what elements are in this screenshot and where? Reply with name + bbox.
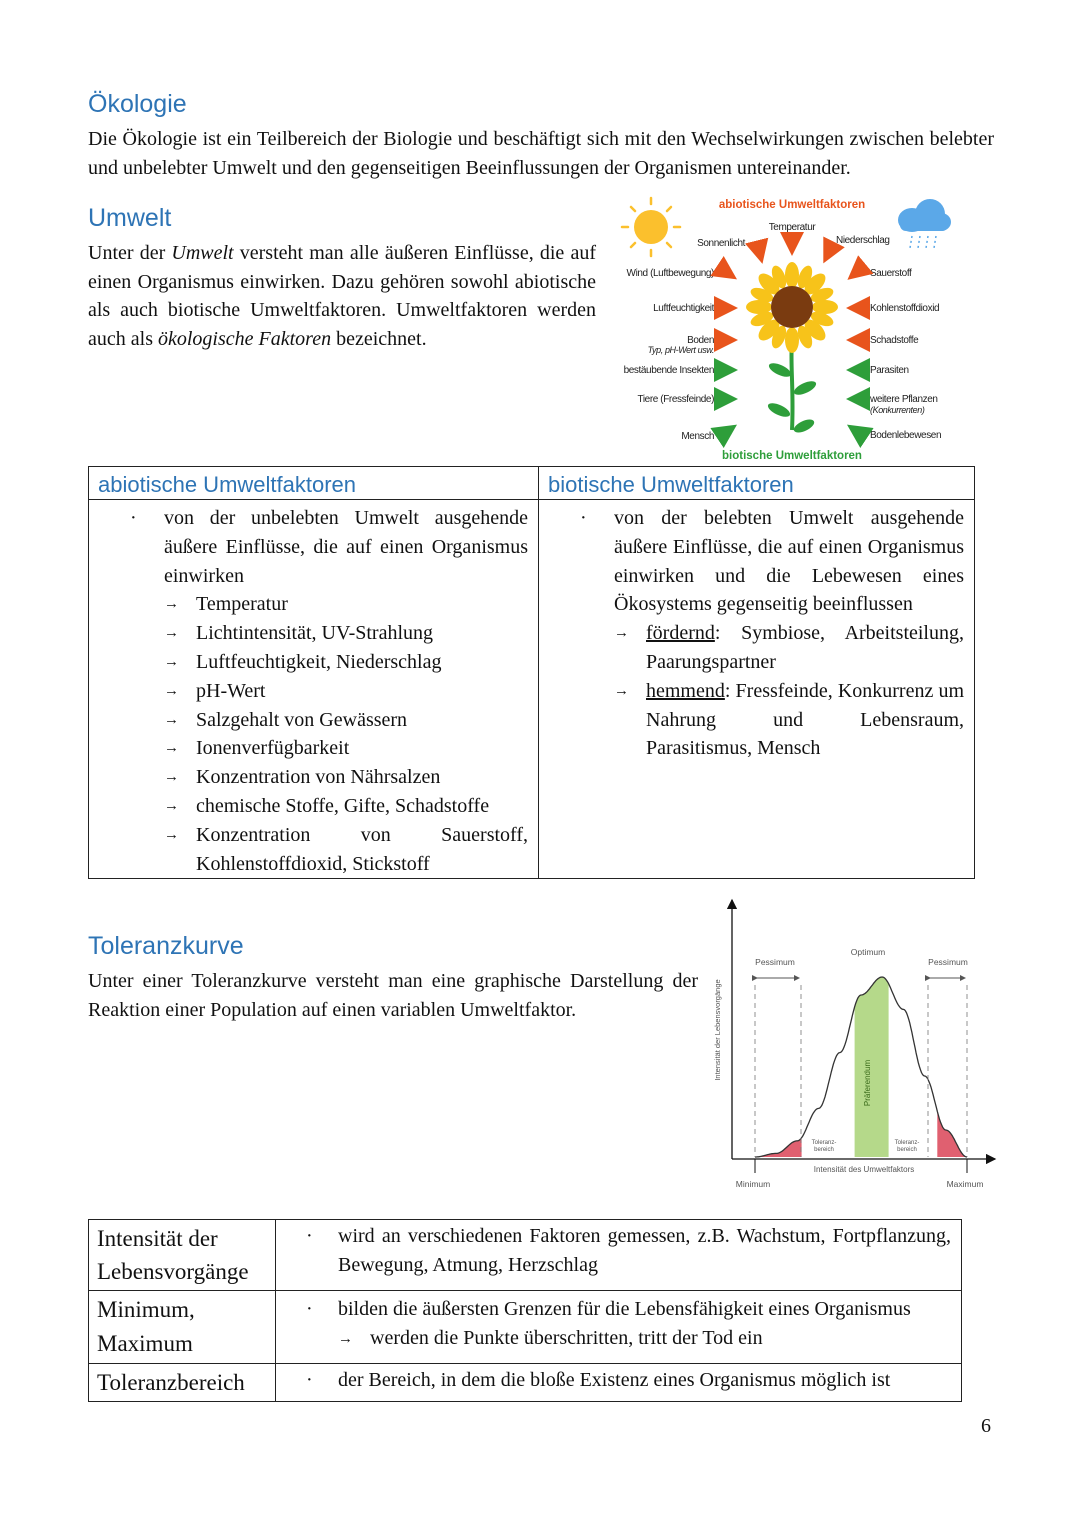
definition-subitem: → werden die Punkte überschritten, tritt der Tod ein <box>338 1327 763 1349</box>
toleranzkurve-chart <box>705 895 1000 1195</box>
label-mensch: Mensch <box>681 431 714 442</box>
abiotic-header: abiotische Umweltfaktoren <box>89 467 538 500</box>
label-boden: Boden <box>687 335 714 346</box>
biotic-item-hemmend: → hemmend: Fressfeinde, Konkurrenz um Nahrung und Lebensraum, Parasitismus, Mensch <box>614 679 964 760</box>
label-luftfeuchtigkeit: Luftfeuchtigkeit <box>653 303 714 314</box>
label-toleranz-left-1: Toleranz- <box>811 1140 837 1146</box>
label-niederschlag: Niederschlag <box>836 235 890 246</box>
figure-title-biotic: biotische Umweltfaktoren <box>722 450 862 462</box>
table-row <box>89 1364 962 1402</box>
x-axis-label: Intensität des Umweltfaktors <box>813 1165 915 1174</box>
abiotic-item: → Salzgehalt von Gewässern <box>164 708 408 731</box>
definition-text: · der Bereich, in dem die bloße Existenz eines Organismus möglich ist <box>276 1364 962 1402</box>
abiotic-item: → chemische Stoffe, Gifte, Schadstoffe <box>164 794 490 817</box>
rain-cloud-icon <box>898 199 951 248</box>
definition-term: Toleranzbereich <box>89 1364 276 1402</box>
umweltfaktoren-figure <box>608 190 978 465</box>
figure-title-abiotic: abiotische Umweltfaktoren <box>718 199 866 211</box>
label-toleranz-right-1: Toleranz- <box>894 1140 920 1146</box>
biotic-item-foerdernd: → fördernd: Symbiose, Arbeitsteilung, Paarungspartner <box>614 622 964 673</box>
table-row <box>89 1220 962 1291</box>
abiotic-column <box>89 467 539 878</box>
label-minimum: Minimum <box>735 1179 771 1189</box>
biotic-column <box>539 467 974 878</box>
label-optimum: Optimum <box>850 947 886 957</box>
sun-icon <box>622 198 680 256</box>
label-toleranz-left-2: bereich <box>814 1147 834 1153</box>
abiotic-item: → Ionenverfügbarkeit <box>164 737 350 760</box>
abiotic-item: → Konzentration von Sauerstoff, Kohlenstoffdioxid, Stickstoff <box>164 823 528 875</box>
label-toleranz-right-2: bereich <box>897 1147 917 1153</box>
abiotic-item: → Konzentration von Nährsalzen <box>164 766 441 789</box>
label-sonnenlicht: Sonnenlicht <box>697 238 745 249</box>
oekologie-paragraph: Die Ökologie ist ein Teilbereich der Biologie und beschäftigt sich mit den Wechselwirkungen zwischen belebter und unbelebter Umwelt und den gegenseitigen Beeinflussungen der Organismen untereinander. <box>88 128 994 179</box>
label-maximum: Maximum <box>946 1179 984 1189</box>
umwelt-paragraph: Unter der Umwelt versteht man alle äußeren Einflüsse, die auf einen Organismus einwirken. Dazu gehören sowohl abiotische als auch biotische Umweltfaktoren. Umweltfaktoren werden auch als ökologische Faktoren bezeichnet. <box>88 242 596 350</box>
sunflower-icon <box>746 262 838 435</box>
definition-term: Intensität der Lebensvorgänge <box>89 1220 276 1291</box>
label-pessimum-right: Pessimum <box>928 957 968 967</box>
abiotic-item: → Temperatur <box>164 593 288 616</box>
abiotic-bullet: · von der unbelebten Umwelt ausgehende äußere Einflüsse, die auf einen Organismus einwirken <box>130 507 528 587</box>
umweltfaktoren-table <box>88 466 975 879</box>
abiotic-item: → Luftfeuchtigkeit, Niederschlag <box>164 650 442 673</box>
abiotic-item: → Lichtintensität, UV-Strahlung <box>164 622 434 645</box>
page-number: 6 <box>981 1415 991 1437</box>
label-sauerstoff: Sauerstoff <box>870 268 912 279</box>
biotic-header: biotische Umweltfaktoren <box>539 467 974 500</box>
label-kohlenstoffdioxid: Kohlenstoffdioxid <box>870 303 940 314</box>
label-tiere: Tiere (Fressfeinde) <box>637 394 714 405</box>
label-bodenlebewesen: Bodenlebewesen <box>870 430 942 441</box>
label-wind: Wind (Luftbewegung) <box>626 268 714 279</box>
heading-umwelt: Umwelt <box>88 204 172 232</box>
abiotic-item: → pH-Wert <box>164 679 266 702</box>
y-axis-label: Intensität der Lebensvorgänge <box>713 979 722 1081</box>
label-schadstoffe: Schadstoffe <box>870 335 919 346</box>
label-boden-typ: Typ, pH-Wert usw. <box>647 345 714 355</box>
label-pessimum-left: Pessimum <box>755 957 795 967</box>
label-parasiten: Parasiten <box>870 365 909 376</box>
biotic-bullet: · von der belebten Umwelt ausgehende äußere Einflüsse, die auf einen Organismus einwirken und die Lebewesen eines Ökosystems gegenseitig beeinflussen <box>580 507 964 616</box>
label-temperatur: Temperatur <box>768 222 816 233</box>
label-weitere-pflanzen: weitere Pflanzen <box>870 394 938 405</box>
definition-text: · bilden die äußersten Grenzen für die Lebensfähigkeit eines Organismus → werden die Punkte überschritten, tritt der Tod ein <box>276 1291 962 1364</box>
table-row <box>89 1291 962 1364</box>
pessimum-right-region <box>937 1111 967 1157</box>
definition-text: · wird an verschiedenen Faktoren gemessen, z.B. Wachstum, Fortpflanzung, Bewegung, Atmung, Herzschlag <box>276 1220 962 1291</box>
heading-oekologie: Ökologie <box>88 90 187 118</box>
pessimum-left-region <box>755 1138 802 1157</box>
toleranz-paragraph: Unter einer Toleranzkurve versteht man eine graphische Darstellung der Reaktion einer Population auf einen variablen Umweltfaktor. <box>88 970 698 1021</box>
label-insekten: bestäubende Insekten <box>623 365 714 376</box>
label-praeferendum: Präferendum <box>863 1059 872 1107</box>
definition-term: Minimum, Maximum <box>89 1291 276 1364</box>
definitions-table <box>88 1219 962 1402</box>
label-konkurrenten: (Konkurrenten) <box>870 405 925 415</box>
heading-toleranzkurve: Toleranzkurve <box>88 932 244 960</box>
